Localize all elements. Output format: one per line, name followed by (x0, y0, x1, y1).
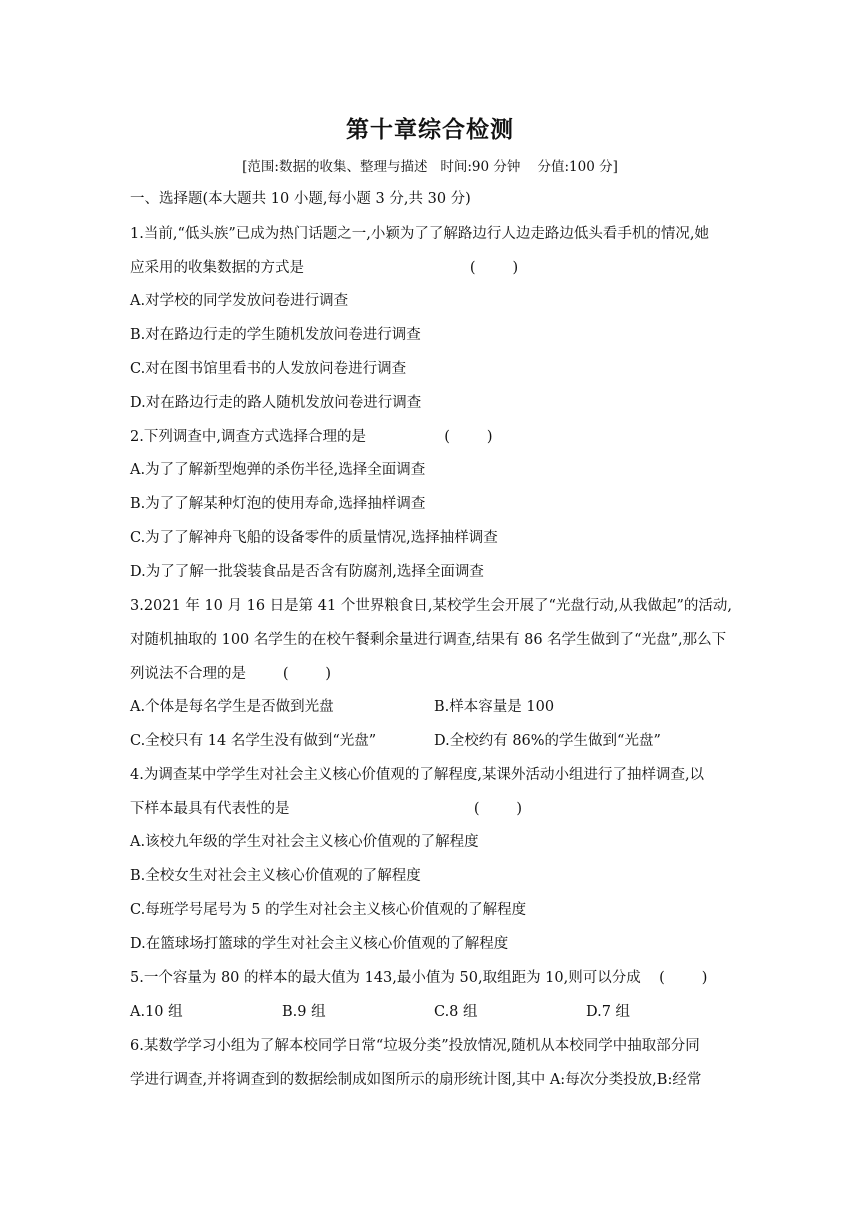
question-6-stem-line1: 6.某数学学习小组为了解本校同学日常“垃圾分类”投放情况,随机从本校同学中抽取部分同 (130, 1038, 700, 1054)
question-4-stem-line1: 4.为调查某中学学生对社会主义核心价值观的了解程度,某课外活动小组进行了抽样调查,以 (130, 767, 705, 783)
question-3-option-a: A.个体是每名学生是否做到光盘 (130, 699, 334, 715)
question-2-option-d: D.为了了解一批袋装食品是否含有防腐剂,选择全面调查 (130, 564, 484, 580)
question-2-option-b: B.为了了解某种灯泡的使用寿命,选择抽样调查 (130, 496, 426, 512)
question-6-stem-line2: 学进行调查,并将调查到的数据绘制成如图所示的扇形统计图,其中 A:每次分类投放,B:经常 (130, 1072, 702, 1088)
question-2-option-a: A.为了了解新型炮弹的杀伤半径,选择全面调查 (130, 462, 426, 478)
section-heading: 一、选择题(本大题共 10 小题,每小题 3 分,共 30 分) (130, 191, 471, 207)
page-title: 第十章综合检测 (346, 117, 514, 143)
question-3-option-b: B.样本容量是 100 (434, 699, 555, 715)
question-4-option-b: B.全校女生对社会主义核心价值观的了解程度 (130, 868, 421, 884)
question-5-option-a: A.10 组 (130, 1004, 183, 1020)
question-1-stem-line2: 应采用的收集数据的方式是 ( ) (130, 260, 519, 276)
question-3-option-d: D.全校约有 86%的学生做到“光盘” (434, 733, 661, 749)
question-3-stem-line2: 对随机抽取的 100 名学生的在校午餐剩余量进行调查,结果有 86 名学生做到了“光盘”,那么下 (130, 632, 727, 648)
question-4-stem-line2: 下样本最具有代表性的是 ( ) (130, 801, 523, 817)
question-1-stem-line1: 1.当前,“低头族”已成为热门话题之一,小颖为了了解路边行人边走路边低头看手机的情况,她 (130, 226, 709, 242)
question-1-option-d: D.对在路边行走的路人随机发放问卷进行调查 (130, 395, 422, 411)
question-1-option-c: C.对在图书馆里看书的人发放问卷进行调查 (130, 361, 407, 377)
question-1-option-a: A.对学校的同学发放问卷进行调查 (130, 293, 349, 309)
question-5-option-c: C.8 组 (434, 1004, 478, 1020)
question-3-stem-line3: 列说法不合理的是 ( ) (130, 666, 332, 682)
page-subtitle: [范围:数据的收集、整理与描述 时间:90 分钟 分值:100 分] (242, 159, 618, 175)
question-4-option-d: D.在篮球场打篮球的学生对社会主义核心价值观的了解程度 (130, 936, 509, 952)
question-4-option-a: A.该校九年级的学生对社会主义核心价值观的了解程度 (130, 834, 479, 850)
question-3-stem-line1: 3.2021 年 10 月 16 日是第 41 个世界粮食日,某校学生会开展了“光盘行动,从我做起”的活动, (130, 598, 733, 614)
question-5-stem: 5.一个容量为 80 的样本的最大值为 143,最小值为 50,取组距为 10,则可以分成 ( ) (130, 970, 708, 986)
question-2-option-c: C.为了了解神舟飞船的设备零件的质量情况,选择抽样调查 (130, 530, 498, 546)
question-4-option-c: C.每班学号尾号为 5 的学生对社会主义核心价值观的了解程度 (130, 902, 527, 918)
question-5-option-b: B.9 组 (282, 1004, 326, 1020)
question-1-option-b: B.对在路边行走的学生随机发放问卷进行调查 (130, 327, 421, 343)
question-2-stem: 2.下列调查中,调查方式选择合理的是 ( ) (130, 429, 493, 445)
question-3-option-c: C.全校只有 14 名学生没有做到“光盘” (130, 733, 377, 749)
question-5-option-d: D.7 组 (586, 1004, 631, 1020)
